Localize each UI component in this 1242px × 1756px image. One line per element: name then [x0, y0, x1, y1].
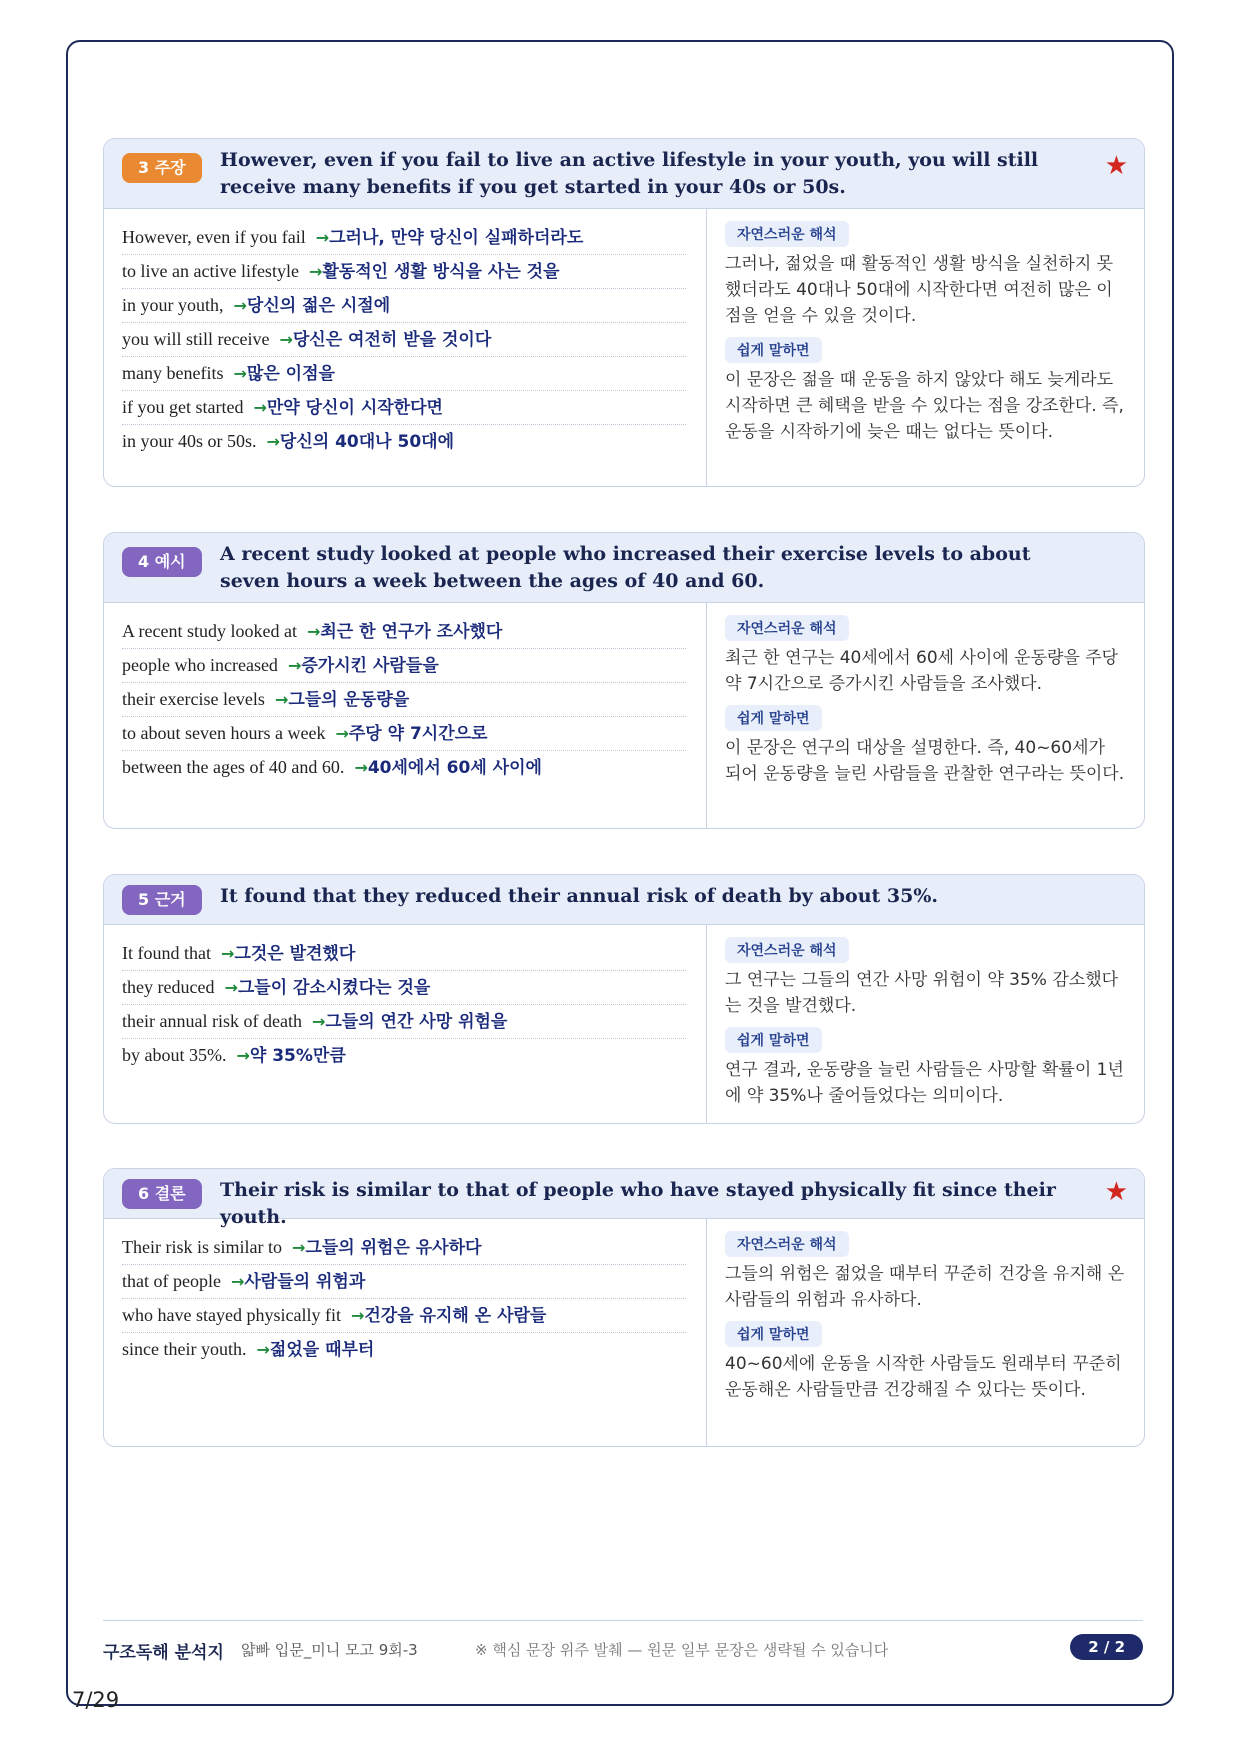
page-number: 7/29	[72, 1688, 120, 1712]
phrase-korean: 당신은 여전히 받을 것이다	[292, 330, 492, 350]
sentence-section-6	[103, 1168, 1145, 1447]
arrow-icon: →	[354, 758, 368, 777]
footer-page-badge: 2 / 2	[1070, 1634, 1143, 1660]
phrase-korean: 그들이 감소시켰다는 것을	[237, 978, 431, 998]
phrase-korean: 그들의 위험은 유사하다	[305, 1238, 482, 1258]
sentence-title: It found that they reduced their annual risk of death by about 35%.	[220, 885, 939, 907]
phrase-english: to live an active lifestyle	[122, 261, 299, 281]
phrase-row	[122, 683, 686, 717]
phrase-row	[122, 391, 686, 425]
arrow-icon: →	[253, 398, 267, 417]
natural-translation-text: 그들의 위험은 젊었을 때부터 꾸준히 건강을 유지해 온 사람들의 위험과 유사하다.	[725, 1264, 1125, 1310]
sentence-section-4	[103, 532, 1145, 829]
phrase-row	[122, 751, 686, 784]
phrase-row	[122, 937, 686, 971]
sentence-section-5	[103, 874, 1145, 1124]
phrase-korean: 건강을 유지해 온 사람들	[364, 1306, 547, 1326]
sentence-title: A recent study looked at people who increased their exercise levels to about seven hours a week between the ages of 40 and 60.	[220, 543, 1031, 592]
easy-explanation-label: 쉽게 말하면	[725, 1321, 822, 1347]
arrow-icon: →	[256, 1340, 270, 1359]
easy-explanation-label: 쉽게 말하면	[725, 705, 822, 731]
phrase-row	[122, 1231, 686, 1265]
phrase-row	[122, 1299, 686, 1333]
phrase-english: by about 35%.	[122, 1045, 227, 1065]
phrase-english: many benefits	[122, 363, 224, 383]
phrase-row	[122, 425, 686, 458]
phrase-korean: 만약 당신이 시작한다면	[266, 398, 443, 418]
phrase-english: you will still receive	[122, 329, 270, 349]
phrase-row	[122, 221, 686, 255]
phrase-row	[122, 289, 686, 323]
phrase-list	[104, 925, 707, 1123]
phrase-english: Their risk is similar to	[122, 1237, 282, 1257]
phrase-row	[122, 971, 686, 1005]
page-footer	[103, 1634, 1143, 1664]
section-header	[104, 533, 1144, 603]
footer-note: ※ 핵심 문장 위주 발췌 — 원문 일부 문장은 생략될 수 있습니다	[475, 1641, 889, 1659]
phrase-korean: 그것은 발견했다	[234, 944, 356, 964]
section-badge: 4 예시	[122, 547, 202, 577]
phrase-english: However, even if you fail	[122, 227, 306, 247]
arrow-icon: →	[266, 432, 280, 451]
arrow-icon: →	[291, 1238, 306, 1257]
phrase-english: their annual risk of death	[122, 1011, 302, 1031]
sentence-title: Their risk is similar to that of people who have stayed physically fit since their youth.	[220, 1179, 1056, 1228]
phrase-english: if you get started	[122, 397, 244, 417]
phrase-row	[122, 255, 686, 289]
phrase-korean: 당신의 젊은 시절에	[246, 296, 391, 316]
easy-explanation-text: 연구 결과, 운동량을 늘린 사람들은 사망할 확률이 1년에 약 35%나 줄어들었다는 의미이다.	[725, 1060, 1124, 1106]
section-badge: 3 주장	[122, 153, 202, 183]
phrase-korean: 40세에서 60세 사이에	[367, 758, 542, 778]
phrase-row	[122, 1333, 686, 1366]
natural-translation-text: 그 연구는 그들의 연간 사망 위험이 약 35% 감소했다는 것을 발견했다.	[725, 970, 1119, 1016]
footer-divider	[103, 1620, 1143, 1621]
easy-explanation-text: 이 문장은 젊을 때 운동을 하지 않았다 해도 늦게라도 시작하면 큰 혜택을 받을 수 있다는 점을 강조한다. 즉, 운동을 시작하기에 늦은 때는 없다는 뜻이다.	[725, 370, 1124, 442]
sentence-section-3	[103, 138, 1145, 487]
star-icon: ★	[1104, 1177, 1128, 1207]
phrase-row	[122, 1039, 686, 1072]
arrow-icon: →	[311, 1012, 326, 1031]
phrase-english: in your 40s or 50s.	[122, 431, 257, 451]
star-icon: ★	[1104, 151, 1128, 181]
arrow-icon: →	[287, 656, 302, 675]
arrow-icon: →	[308, 262, 323, 281]
phrase-row	[122, 357, 686, 391]
section-header	[104, 875, 1144, 925]
section-header	[104, 139, 1144, 209]
translation-panel	[707, 603, 1144, 828]
easy-explanation-label: 쉽게 말하면	[725, 337, 822, 363]
arrow-icon: →	[274, 690, 289, 709]
sentence-title: However, even if you fail to live an active lifestyle in your youth, you will still receive many benefits if you get started in your 40s or 50s.	[220, 149, 1039, 198]
arrow-icon: →	[224, 978, 238, 997]
phrase-korean: 주당 약 7시간으로	[348, 724, 488, 744]
phrase-row	[122, 649, 686, 683]
phrase-english: their exercise levels	[122, 689, 265, 709]
phrase-korean: 최근 한 연구가 조사했다	[320, 622, 503, 642]
arrow-icon: →	[236, 1046, 250, 1065]
translation-panel	[707, 925, 1144, 1123]
phrase-korean: 젊었을 때부터	[269, 1340, 375, 1360]
phrase-english: in your youth,	[122, 295, 224, 315]
phrase-korean: 그들의 연간 사망 위험을	[325, 1012, 508, 1032]
phrase-list	[104, 209, 707, 486]
phrase-english: It found that	[122, 943, 211, 963]
phrase-english: A recent study looked at	[122, 621, 297, 641]
arrow-icon: →	[306, 622, 321, 641]
easy-explanation-text: 이 문장은 연구의 대상을 설명한다. 즉, 40~60세가 되어 운동량을 늘린 사람들을 관찰한 연구라는 뜻이다.	[725, 738, 1125, 784]
arrow-icon: →	[350, 1306, 365, 1325]
phrase-english: people who increased	[122, 655, 278, 675]
phrase-english: between the ages of 40 and 60.	[122, 757, 345, 777]
phrase-list	[104, 603, 707, 828]
easy-explanation-text: 40~60세에 운동을 시작한 사람들도 원래부터 꾸준히 운동해온 사람들만큼 건강해질 수 있다는 뜻이다.	[725, 1354, 1122, 1400]
phrase-english: that of people	[122, 1271, 221, 1291]
phrase-row	[122, 1005, 686, 1039]
phrase-korean: 사람들의 위험과	[244, 1272, 366, 1292]
phrase-row	[122, 615, 686, 649]
phrase-english: to about seven hours a week	[122, 723, 326, 743]
natural-translation-label: 자연스러운 해석	[725, 937, 849, 963]
phrase-korean: 그들의 운동량을	[288, 690, 410, 710]
natural-translation-label: 자연스러운 해석	[725, 1231, 849, 1257]
translation-panel	[707, 209, 1144, 486]
phrase-row	[122, 323, 686, 357]
arrow-icon: →	[233, 296, 247, 315]
arrow-icon: →	[279, 330, 293, 349]
footer-brand: 구조독해 분석지	[103, 1643, 224, 1663]
section-badge: 5 근거	[122, 885, 202, 915]
phrase-korean: 그러나, 만약 당신이 실패하더라도	[329, 228, 584, 248]
section-badge: 6 결론	[122, 1179, 202, 1209]
natural-translation-text: 최근 한 연구는 40세에서 60세 사이에 운동량을 주당 약 7시간으로 증가시킨 사람들을 조사했다.	[725, 648, 1119, 694]
phrase-korean: 증가시킨 사람들을	[301, 656, 439, 676]
arrow-icon: →	[230, 1272, 245, 1291]
phrase-korean: 약 35%만큼	[249, 1046, 346, 1066]
translation-panel	[707, 1219, 1144, 1446]
phrase-korean: 당신의 40대나 50대에	[279, 432, 455, 452]
natural-translation-label: 자연스러운 해석	[725, 221, 849, 247]
phrase-row	[122, 717, 686, 751]
arrow-icon: →	[220, 944, 235, 963]
arrow-icon: →	[335, 724, 349, 743]
phrase-row	[122, 1265, 686, 1299]
natural-translation-text: 그러나, 젊었을 때 활동적인 생활 방식을 실천하지 못했더라도 40대나 50대에 시작한다면 여전히 많은 이점을 얻을 수 있을 것이다.	[725, 254, 1114, 326]
phrase-english: they reduced	[122, 977, 215, 997]
footer-subtitle: 얇빠 입문_미니 모고 9회-3	[241, 1641, 418, 1659]
phrase-english: since their youth.	[122, 1339, 247, 1359]
phrase-english: who have stayed physically fit	[122, 1305, 341, 1325]
easy-explanation-label: 쉽게 말하면	[725, 1027, 822, 1053]
section-header	[104, 1169, 1144, 1228]
natural-translation-label: 자연스러운 해석	[725, 615, 849, 641]
arrow-icon: →	[233, 364, 247, 383]
phrase-korean: 많은 이점을	[246, 364, 335, 384]
arrow-icon: →	[315, 228, 330, 247]
phrase-list	[104, 1219, 707, 1446]
phrase-korean: 활동적인 생활 방식을 사는 것을	[322, 262, 560, 282]
